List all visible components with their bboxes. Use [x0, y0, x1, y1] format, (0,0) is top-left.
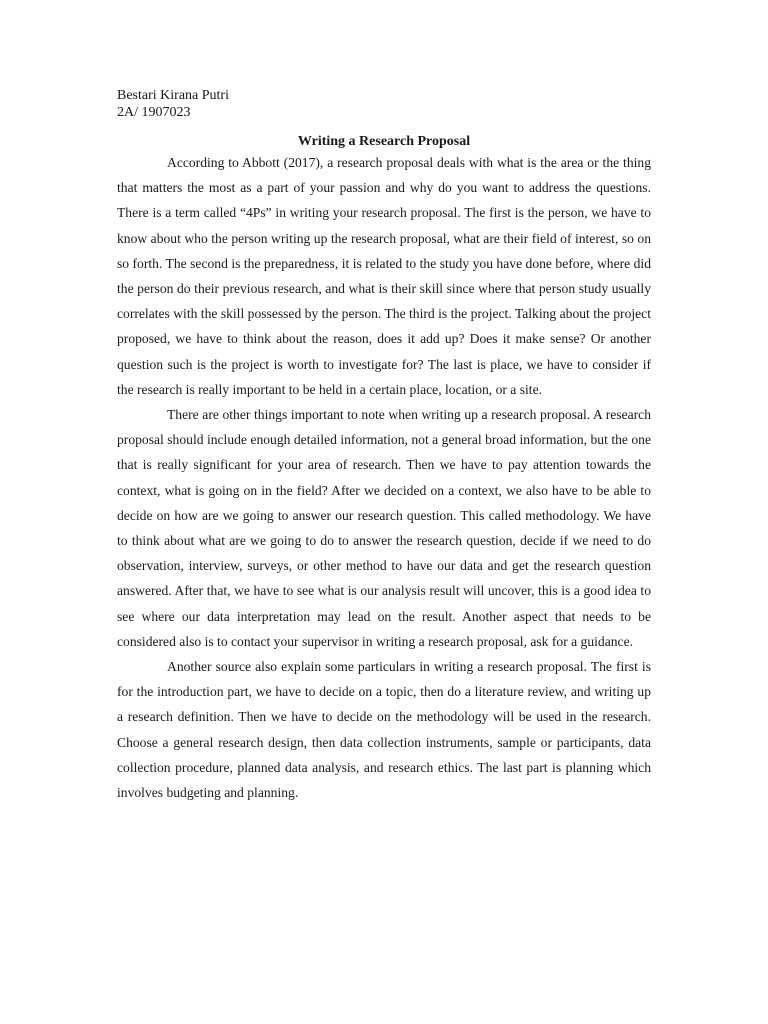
document-page	[117, 87, 651, 805]
paragraph-1: According to Abbott (2017), a research proposal deals with what is the area or the thing that matters the most as a part of your passion and why do you want to address the questions. There is a term called “4Ps” in writing your research proposal. The first is the person, we have to know about who the person writing up the research proposal, what are their field of interest, so on so forth. The second is the preparedness, it is related to the study you have done before, where did the person do their previous research, and what is their skill since where that person study usually correlates with the skill possessed by the person. The third is the project. Talking about the project proposed, we have to think about the reason, does it add up? Does it make sense? Or another question such is the project is worth to investigate for? The last is place, we have to consider if the research is really important to be held in a certain place, location, or a site.	[117, 155, 651, 397]
paragraph-3: Another source also explain some particulars in writing a research proposal. The first is for the introduction part, we have to decide on a topic, then do a literature review, and writing up a research definition. Then we have to decide on the methodology will be used in the research. Choose a general research design, then data collection instruments, sample or participants, data collection procedure, planned data analysis, and research ethics. The last part is planning which involves budgeting and planning.	[117, 659, 651, 801]
author-name: Bestari Kirana Putri	[117, 88, 229, 103]
document-title: Writing a Research Proposal	[297, 134, 471, 149]
student-id: 2A/ 1907023	[117, 105, 191, 120]
paragraph-2: There are other things important to note when writing up a research proposal. A research proposal should include enough detailed information, not a general broad information, but the one that is really significant for your area of research. Then we have to pay attention towards the context, what is going on in the field? After we decided on a context, we also have to be able to decide on how are we going to answer our research question. This called methodology. We have to think about what are we going to do to answer the research question, decide if we need to do observation, interview, surveys, or other method to have our data and get the research question answered. After that, we have to see what is our analysis result will uncover, this is a good idea to see where our data interpretation may lead on the result. Another aspect that needs to be considered also is to contact your supervisor in writing a research proposal, ask for a guidance.	[117, 407, 651, 649]
